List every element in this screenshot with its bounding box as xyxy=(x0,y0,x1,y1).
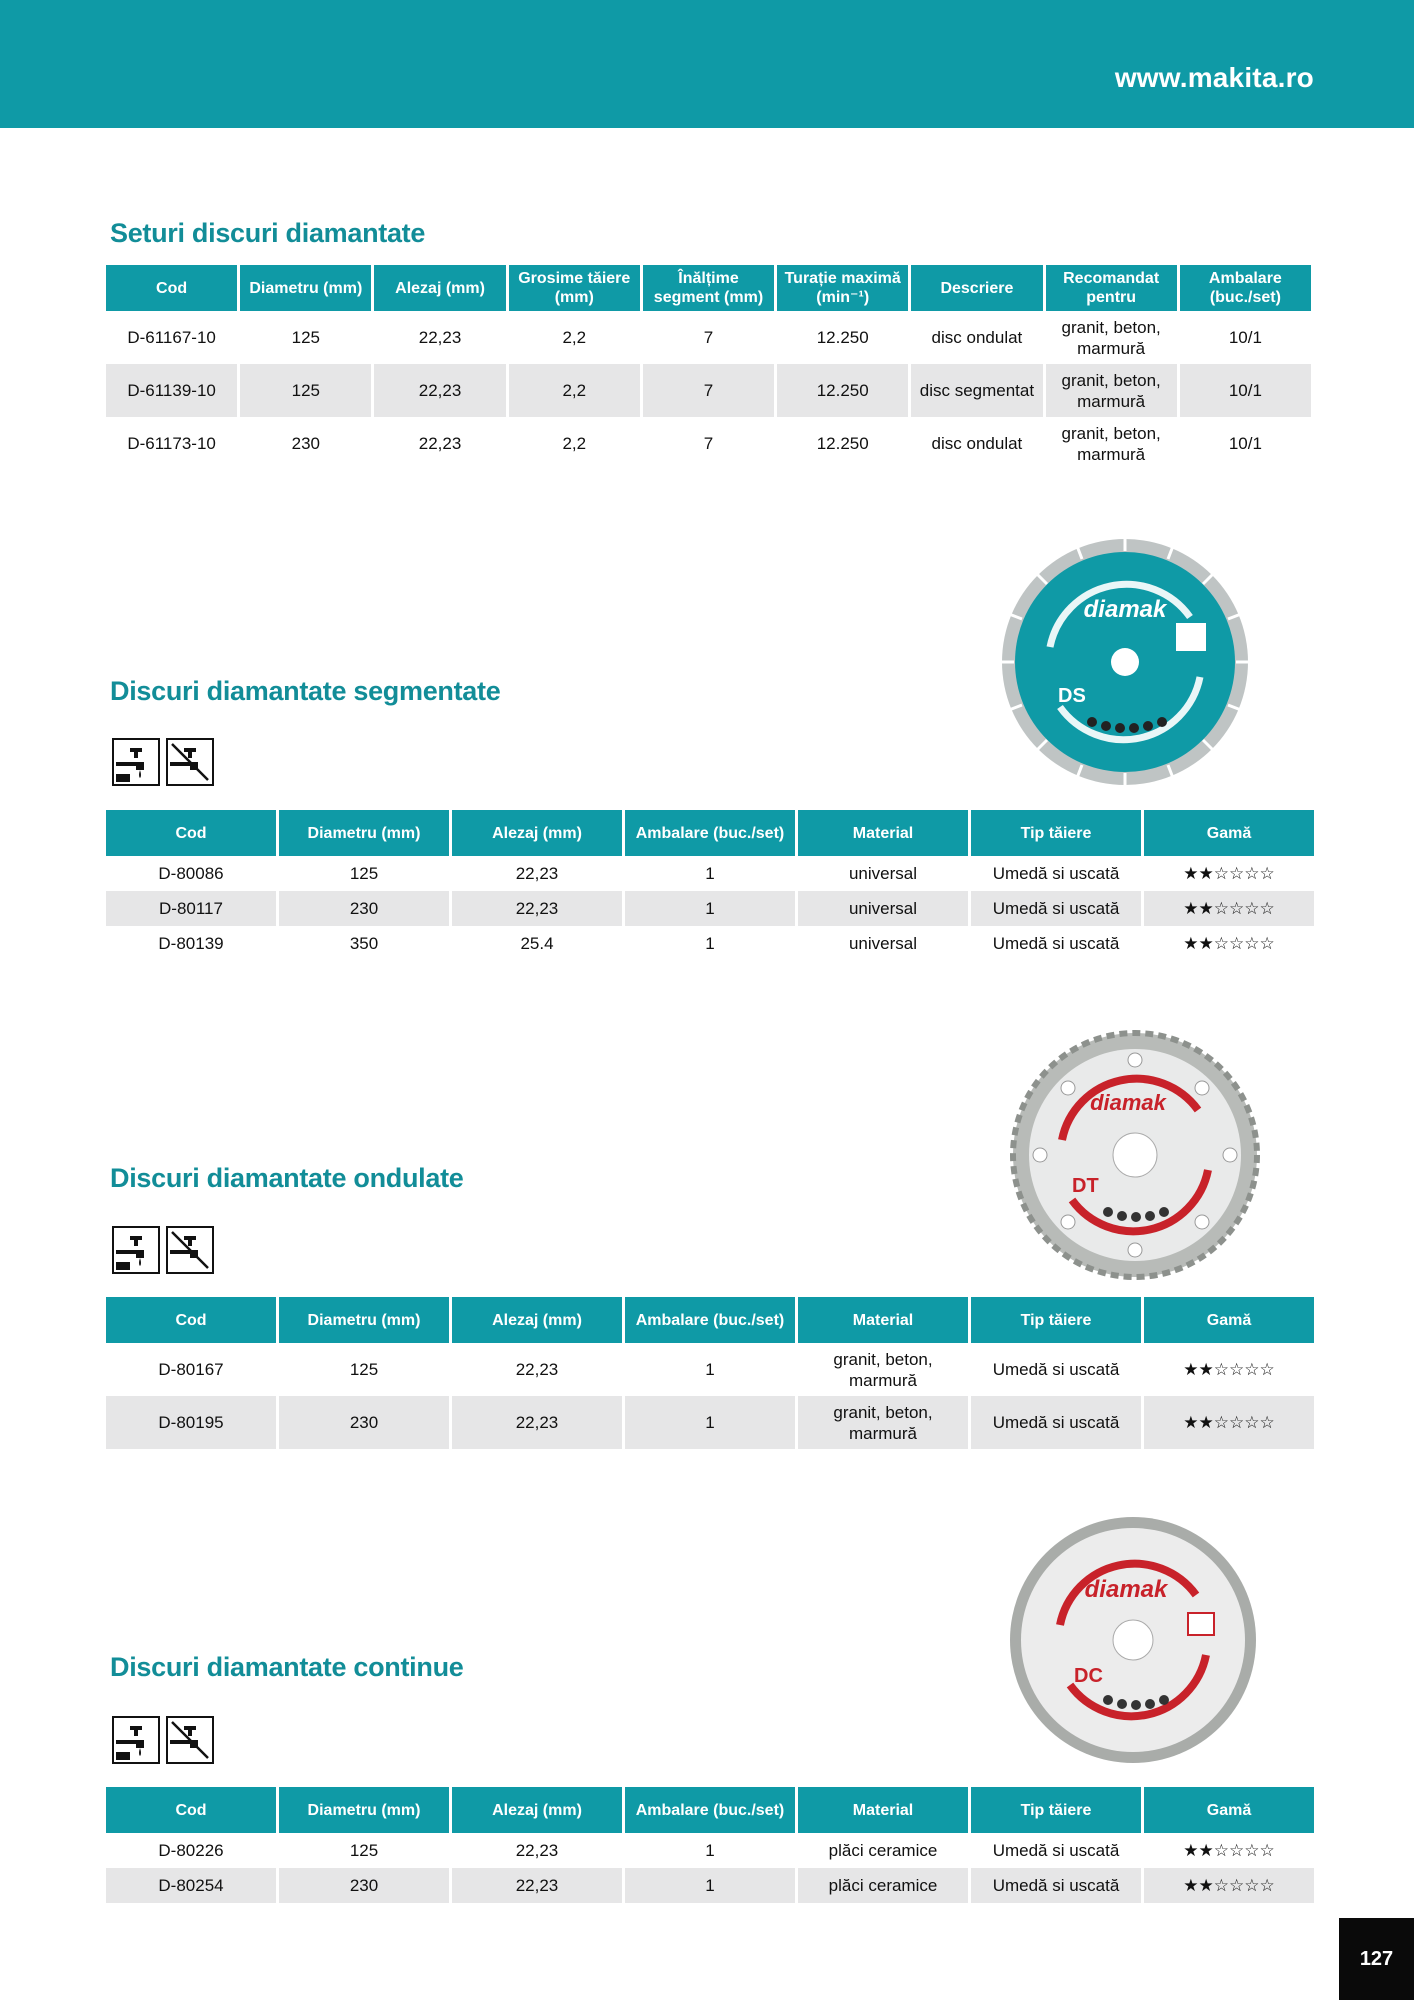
cell: 22,23 xyxy=(418,328,462,347)
column-header: Diametru (mm) xyxy=(279,1787,449,1833)
cell: plăci ceramice xyxy=(828,1841,938,1860)
cell: 230 xyxy=(279,1868,449,1903)
sets-table xyxy=(103,265,1314,470)
cell: Umedă si uscată xyxy=(992,864,1120,883)
column-header: Ambalare (buc./set) xyxy=(625,1787,795,1833)
cell: 2,2 xyxy=(509,364,640,417)
column-header: Material xyxy=(798,810,968,856)
cell: 22,23 xyxy=(418,434,462,453)
website-url[interactable]: www.makita.ro xyxy=(1114,62,1314,93)
column-header: Cod xyxy=(106,810,276,856)
cell: 125 xyxy=(349,1360,379,1379)
cell: 22,23 xyxy=(452,1868,622,1903)
column-header: Ambalare (buc./set) xyxy=(625,810,795,856)
column-header: Gamă xyxy=(1144,1297,1314,1343)
disc-brand-text: diamak xyxy=(1090,1090,1166,1115)
column-header: Alezaj (mm) xyxy=(452,1787,622,1833)
column-header: Înălțime segment (mm) xyxy=(643,265,774,311)
continuous-table xyxy=(103,1787,1317,1903)
cell: 1 xyxy=(705,1841,715,1860)
table-row xyxy=(106,1396,1314,1449)
column-header: Gamă xyxy=(1144,810,1314,856)
wet-cut-icon xyxy=(112,1716,160,1764)
cell: 22,23 xyxy=(374,364,505,417)
usage-icons xyxy=(112,1226,214,1274)
table-header-row xyxy=(106,1297,1314,1343)
cell-code: D-80226 xyxy=(158,1841,224,1860)
cell: granit, beton, marmură xyxy=(1061,423,1161,464)
continuous-disc-image xyxy=(1008,1515,1258,1765)
cell: 125 xyxy=(349,1841,379,1860)
cell: granit, beton, marmură xyxy=(1046,364,1177,417)
cell: 12.250 xyxy=(816,328,869,347)
cell: 12.250 xyxy=(816,434,869,453)
table-header-row xyxy=(106,1787,1314,1833)
table-row xyxy=(106,1868,1314,1903)
cell: 7 xyxy=(703,328,714,347)
column-header: Alezaj (mm) xyxy=(452,810,622,856)
column-header: Tip tăiere xyxy=(971,810,1141,856)
cell: 22,23 xyxy=(452,891,622,926)
table-row xyxy=(106,311,1311,364)
cell: disc ondulat xyxy=(931,328,1023,347)
cell-code: D-80117 xyxy=(106,891,276,926)
cell: Umedă si uscată xyxy=(992,1841,1120,1860)
cell-code: D-61139-10 xyxy=(106,364,237,417)
column-header: Turație maximă (min⁻¹) xyxy=(777,265,908,311)
cell: Umedă si uscată xyxy=(971,1868,1141,1903)
page-number: 127 xyxy=(1339,1918,1414,2000)
rating-stars: ★★☆☆☆☆ xyxy=(1183,1841,1275,1860)
cell: granit, beton, marmură xyxy=(1061,317,1161,358)
rating-stars: ★★☆☆☆☆ xyxy=(1183,934,1275,953)
cell-code: D-80086 xyxy=(158,864,224,883)
wet-cut-icon xyxy=(112,738,160,786)
table-row xyxy=(106,856,1314,891)
column-header: Material xyxy=(798,1297,968,1343)
cell: 2,2 xyxy=(562,434,587,453)
sets-section-title: Seturi discuri diamantate xyxy=(110,218,426,248)
dry-cut-icon xyxy=(166,1226,214,1274)
cell-code: D-80139 xyxy=(158,934,224,953)
column-header: Cod xyxy=(106,1787,276,1833)
column-header: Diametru (mm) xyxy=(240,265,371,311)
usage-icons xyxy=(112,738,214,786)
disc-type-label: DC xyxy=(1074,1665,1103,1687)
segmented-section-title: Discuri diamantate segmentate xyxy=(110,676,501,706)
column-header: Recomandat pentru xyxy=(1046,265,1177,311)
wavy-section-title: Discuri diamantate ondulate xyxy=(110,1163,464,1193)
cell: universal xyxy=(848,864,918,883)
cell: 22,23 xyxy=(452,1396,622,1449)
column-header: Diametru (mm) xyxy=(279,1297,449,1343)
column-header: Ambalare (buc./set) xyxy=(625,1297,795,1343)
column-header: Tip tăiere xyxy=(971,1297,1141,1343)
cell: 1 xyxy=(705,934,715,953)
header-bar xyxy=(0,0,1414,128)
cell: disc ondulat xyxy=(931,434,1023,453)
usage-icons xyxy=(112,1716,214,1764)
cell: 25.4 xyxy=(520,934,554,953)
segmented-disc-image xyxy=(1000,537,1250,787)
column-header: Diametru (mm) xyxy=(279,810,449,856)
cell: plăci ceramice xyxy=(798,1868,968,1903)
disc-brand-text: diamak xyxy=(1083,596,1167,623)
table-row xyxy=(106,1343,1314,1396)
wavy-disc-image xyxy=(1010,1030,1260,1280)
cell: universal xyxy=(798,891,968,926)
cell: 230 xyxy=(291,434,321,453)
cell: 10/1 xyxy=(1228,434,1262,453)
cell: 7 xyxy=(643,364,774,417)
column-header: Cod xyxy=(106,265,237,311)
cell: granit, beton, marmură xyxy=(833,1349,933,1390)
table-header-row xyxy=(106,810,1314,856)
rating-stars: ★★☆☆☆☆ xyxy=(1144,1868,1314,1903)
rating-stars: ★★☆☆☆☆ xyxy=(1144,1396,1314,1449)
column-header: Alezaj (mm) xyxy=(452,1297,622,1343)
cell: 1 xyxy=(625,1396,795,1449)
table-row xyxy=(106,1833,1314,1868)
disc-brand-text: diamak xyxy=(1084,1576,1168,1603)
cell: 12.250 xyxy=(777,364,908,417)
cell-code: D-61167-10 xyxy=(127,328,216,347)
cell: 22,23 xyxy=(515,864,559,883)
rating-stars: ★★☆☆☆☆ xyxy=(1183,864,1275,883)
cell: granit, beton, marmură xyxy=(798,1396,968,1449)
cell: 125 xyxy=(291,328,321,347)
cell: 2,2 xyxy=(562,328,587,347)
cell: 22,23 xyxy=(515,1360,559,1379)
cell: Umedă si uscată xyxy=(971,891,1141,926)
table-row xyxy=(106,926,1314,961)
table-row xyxy=(106,891,1314,926)
cell: Umedă si uscată xyxy=(971,1396,1141,1449)
column-header: Gamă xyxy=(1144,1787,1314,1833)
wet-cut-icon xyxy=(112,1226,160,1274)
table-row xyxy=(106,417,1311,470)
dry-cut-icon xyxy=(166,1716,214,1764)
cell: 7 xyxy=(703,434,714,453)
cell: 125 xyxy=(349,864,379,883)
column-header: Ambalare (buc./set) xyxy=(1180,265,1311,311)
cell: 1 xyxy=(625,1868,795,1903)
cell: 1 xyxy=(705,1360,715,1379)
cell: 1 xyxy=(705,864,715,883)
cell: universal xyxy=(848,934,918,953)
column-header: Tip tăiere xyxy=(971,1787,1141,1833)
cell: 10/1 xyxy=(1180,364,1311,417)
column-header: Alezaj (mm) xyxy=(374,265,505,311)
cell-code: D-61173-10 xyxy=(127,434,216,453)
disc-type-label: DT xyxy=(1072,1175,1099,1197)
wavy-table xyxy=(103,1297,1317,1449)
cell: Umedă si uscată xyxy=(992,934,1120,953)
column-header: Grosime tăiere (mm) xyxy=(509,265,640,311)
table-header-row xyxy=(106,265,1311,311)
cell: 350 xyxy=(349,934,379,953)
cell-code: D-80254 xyxy=(106,1868,276,1903)
dry-cut-icon xyxy=(166,738,214,786)
cell: 230 xyxy=(279,891,449,926)
cell: 230 xyxy=(279,1396,449,1449)
cell: disc segmentat xyxy=(911,364,1042,417)
cell: 10/1 xyxy=(1228,328,1262,347)
segmented-table xyxy=(103,810,1317,961)
cell-code: D-80195 xyxy=(106,1396,276,1449)
column-header: Cod xyxy=(106,1297,276,1343)
table-row xyxy=(106,364,1311,417)
cell: 1 xyxy=(625,891,795,926)
rating-stars: ★★☆☆☆☆ xyxy=(1144,891,1314,926)
cell: 125 xyxy=(240,364,371,417)
column-header: Descriere xyxy=(911,265,1042,311)
cell-code: D-80167 xyxy=(158,1360,224,1379)
disc-type-label: DS xyxy=(1058,685,1086,707)
cell: 22,23 xyxy=(515,1841,559,1860)
cell: Umedă si uscată xyxy=(992,1360,1120,1379)
continuous-section-title: Discuri diamantate continue xyxy=(110,1652,464,1682)
rating-stars: ★★☆☆☆☆ xyxy=(1183,1360,1275,1379)
column-header: Material xyxy=(798,1787,968,1833)
